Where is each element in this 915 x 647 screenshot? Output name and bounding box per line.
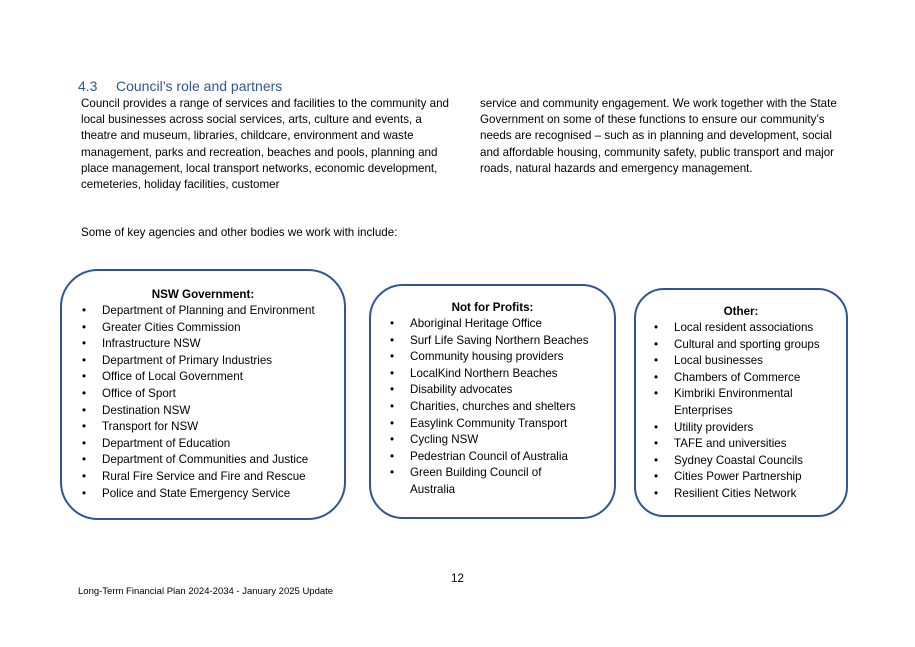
list-item: • Chambers of Commerce bbox=[654, 370, 846, 387]
footer-text: Long-Term Financial Plan 2024-2034 - January 2025 Update bbox=[78, 586, 334, 597]
body-paragraph-right: service and community engagement. We work together with the State Government on some of these functions to ensure our community’s needs are recognised – such as in planning and development, social and affordable housing, community safety, public transport and major roads, natural hazards and emergency management. bbox=[480, 97, 837, 175]
list-item: • Police and State Emergency Service bbox=[82, 486, 344, 503]
list-item: • Community housing providers bbox=[390, 349, 614, 366]
list-item: • LocalKind Northern Beaches bbox=[390, 366, 614, 383]
not-for-profits-box bbox=[369, 284, 616, 519]
list-item: • Office of Sport bbox=[82, 386, 344, 403]
nsw-government-box bbox=[60, 269, 346, 520]
list-item: • Cycling NSW bbox=[390, 432, 614, 449]
list-item: • Office of Local Government bbox=[82, 369, 344, 386]
list-item: • Aboriginal Heritage Office bbox=[390, 316, 614, 333]
body-paragraph-left: Council provides a range of services and facilities to the community and local businesses across social services, arts, culture and events, a theatre and museum, libraries, childcare, environment and waste management, parks and recreation, beaches and pools, planning and place management, local transport networks, economic development, cemeteries, holiday facilities, customer bbox=[81, 97, 449, 192]
list-item: • Sydney Coastal Councils bbox=[654, 453, 846, 470]
box-title: NSW Government: bbox=[151, 288, 255, 301]
list-item: • Department of Communities and Justice bbox=[82, 452, 344, 469]
list-item: • Resilient Cities Network bbox=[654, 486, 846, 503]
list-item: • Local resident associations bbox=[654, 320, 846, 337]
bullet-list bbox=[62, 303, 344, 502]
other-bodies-box bbox=[634, 288, 848, 517]
section-title: Council’s role and partners bbox=[116, 78, 283, 94]
list-item: • Kimbriki Environmental Enterprises bbox=[654, 386, 804, 419]
box-title: Not for Profits: bbox=[451, 301, 534, 314]
list-item: • Surf Life Saving Northern Beaches bbox=[390, 333, 614, 350]
section-heading bbox=[78, 78, 282, 94]
list-item: • Local businesses bbox=[654, 353, 846, 370]
bullet-list bbox=[636, 320, 846, 503]
list-item: • Cultural and sporting groups bbox=[654, 337, 846, 354]
list-item: • Department of Education bbox=[82, 436, 344, 453]
list-item: • Department of Primary Industries bbox=[82, 353, 344, 370]
box-title: Other: bbox=[723, 305, 759, 318]
list-item: • Disability advocates bbox=[390, 382, 614, 399]
list-item: • Easylink Community Transport bbox=[390, 416, 614, 433]
list-item: • Destination NSW bbox=[82, 403, 344, 420]
list-item: • Rural Fire Service and Fire and Rescue bbox=[82, 469, 344, 486]
list-item: • Charities, churches and shelters bbox=[390, 399, 614, 416]
bullet-list bbox=[371, 316, 614, 499]
intro-text: Some of key agencies and other bodies we work with include: bbox=[81, 226, 398, 239]
list-item: • Utility providers bbox=[654, 420, 846, 437]
section-number: 4.3 bbox=[78, 78, 98, 94]
list-item: • Department of Planning and Environment bbox=[82, 303, 344, 320]
list-item: • Green Building Council of Australia bbox=[390, 465, 560, 498]
list-item: • Pedestrian Council of Australia bbox=[390, 449, 614, 466]
list-item: • Transport for NSW bbox=[82, 419, 344, 436]
list-item: • TAFE and universities bbox=[654, 436, 846, 453]
page-number: 12 bbox=[451, 572, 464, 585]
list-item: • Greater Cities Commission bbox=[82, 320, 344, 337]
list-item: • Infrastructure NSW bbox=[82, 336, 344, 353]
list-item: • Cities Power Partnership bbox=[654, 469, 846, 486]
